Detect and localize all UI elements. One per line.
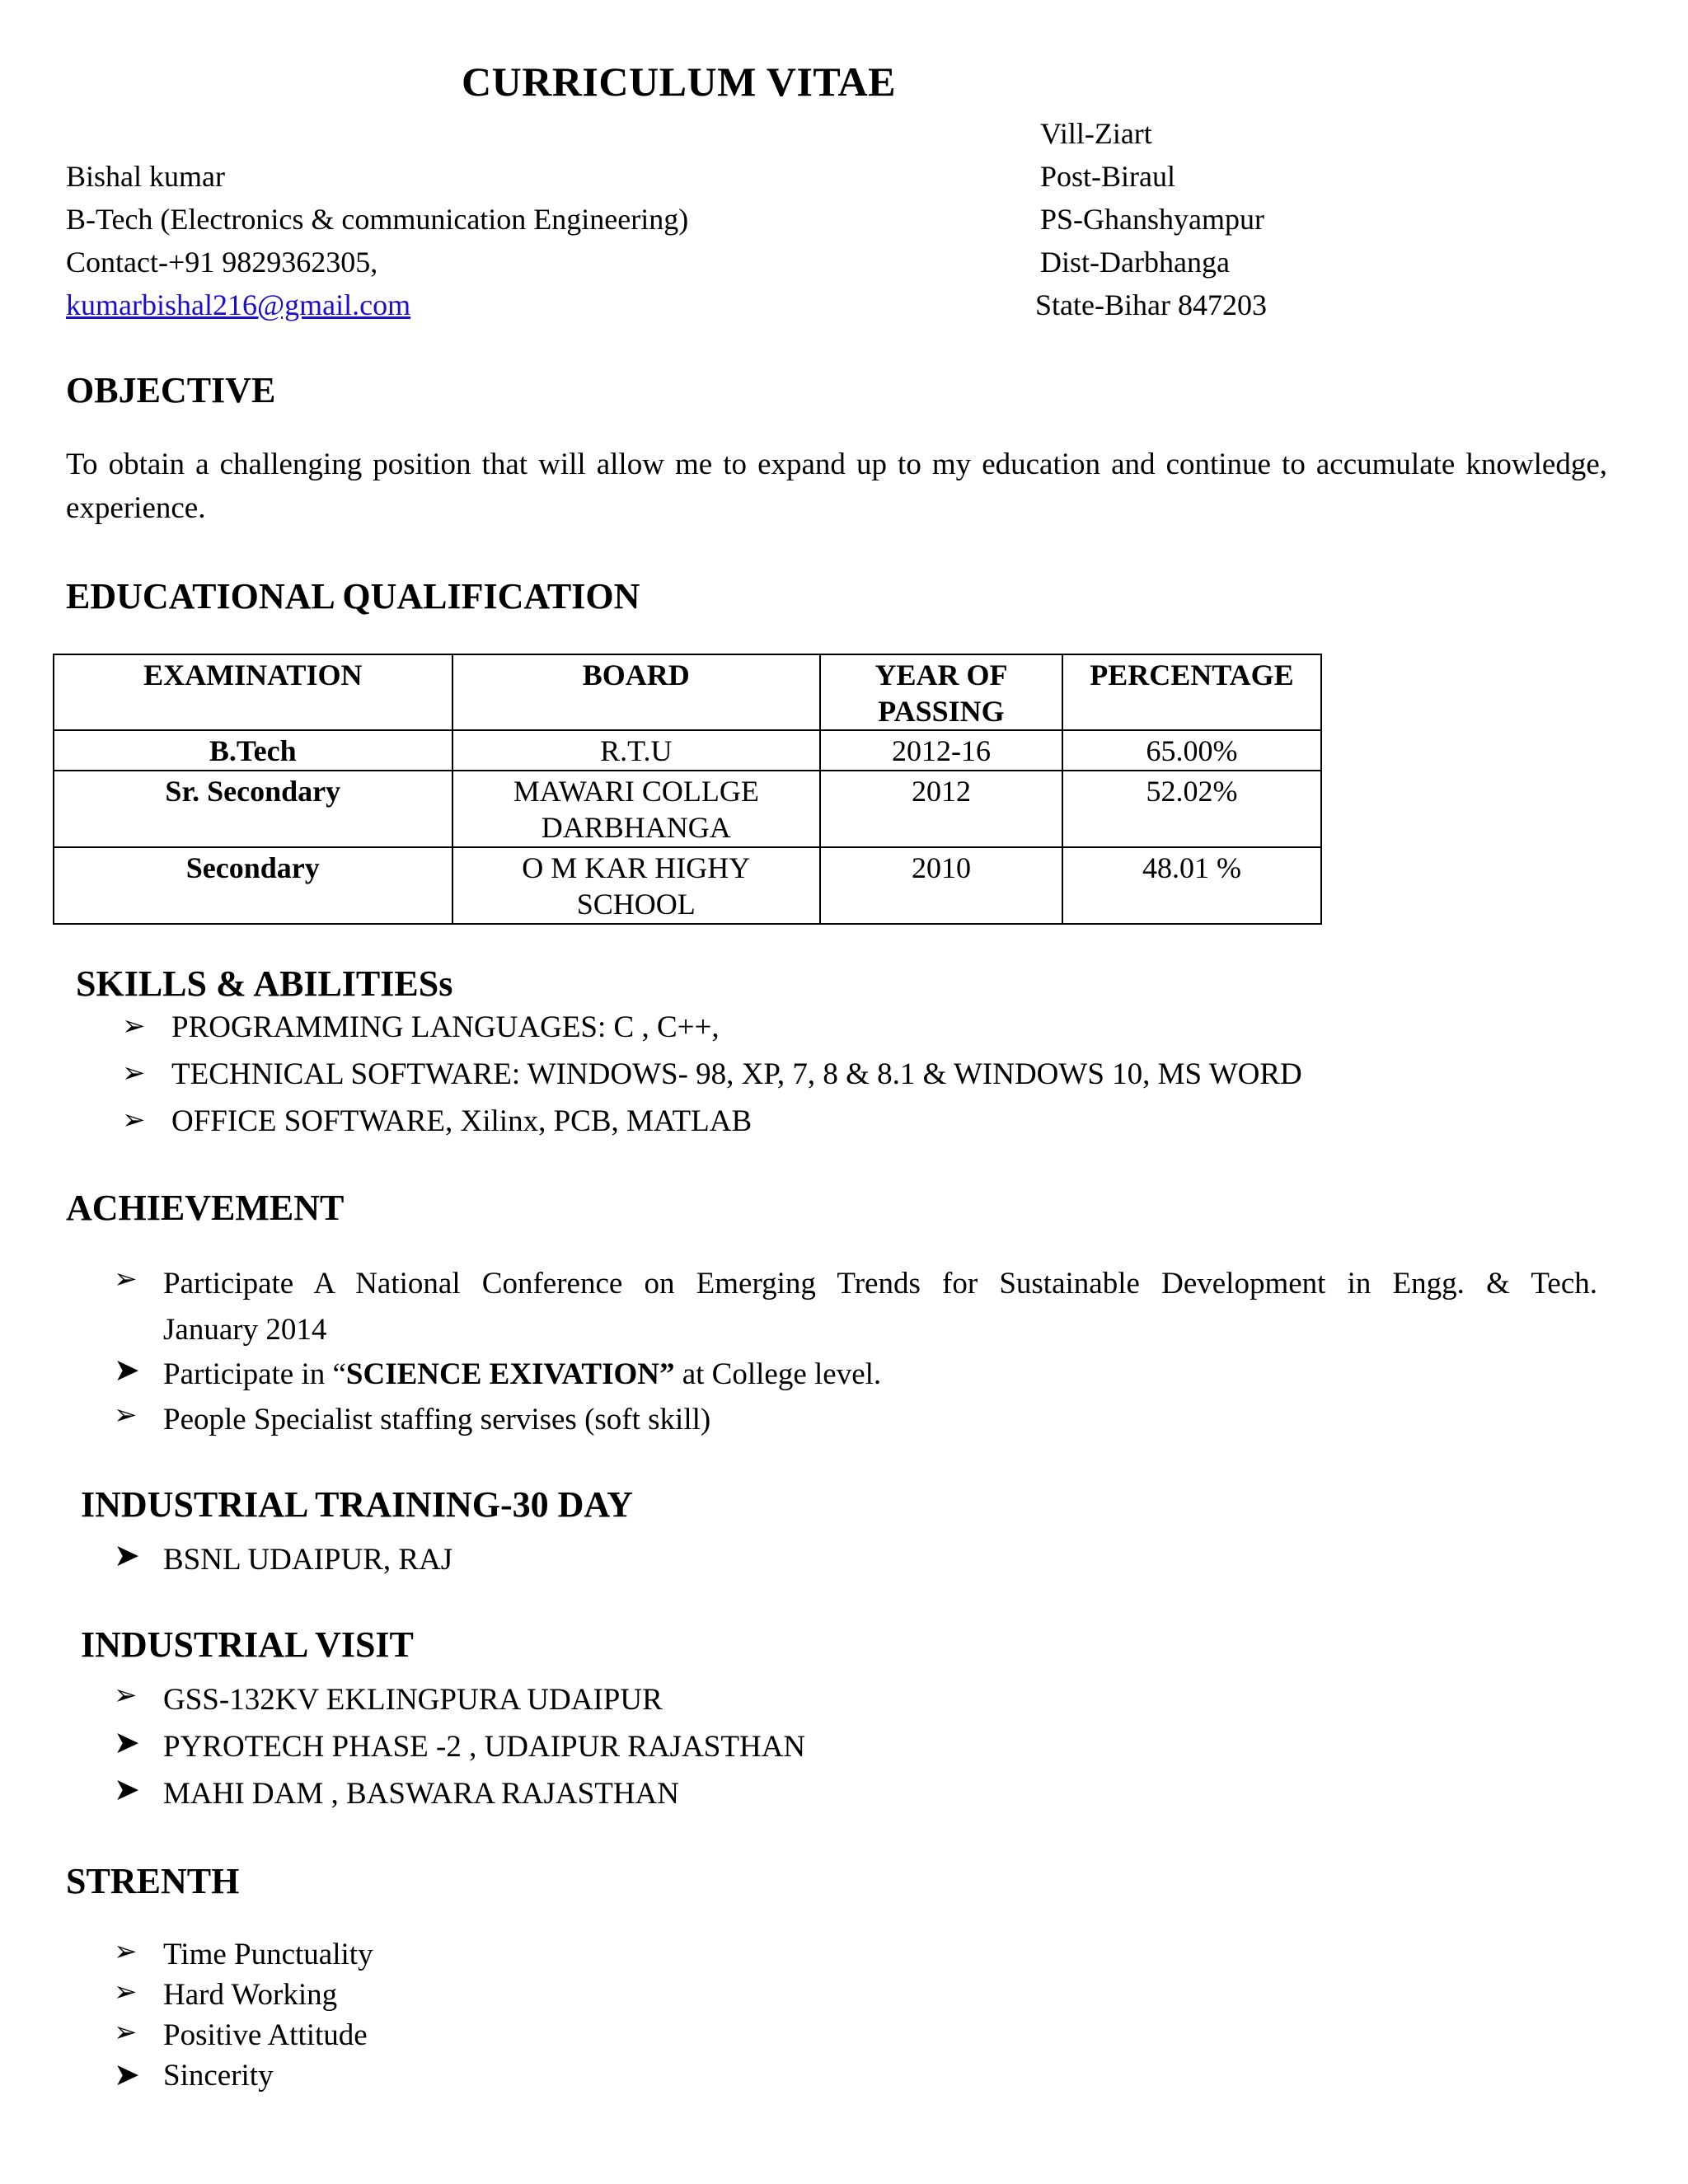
skills-heading: SKILLS & ABILITIESs	[76, 963, 453, 1004]
document-title: CURRICULUM VITAE	[462, 59, 897, 105]
arrow-bullet-icon: ➢	[114, 1400, 138, 1431]
event-name: SCIENCE EXIVATION”	[345, 1357, 675, 1391]
objective-heading: OBJECTIVE	[66, 370, 276, 410]
exam-cell: Sr. Secondary	[54, 771, 452, 847]
degree: B-Tech (Electronics & communication Engineering)	[66, 203, 689, 236]
address-line: Dist-Darbhanga	[1040, 246, 1230, 279]
table-row	[54, 730, 1321, 771]
email-link[interactable]: kumarbishal216@gmail.com	[66, 288, 411, 321]
skill-text: TECHNICAL SOFTWARE: WINDOWS- 98, XP, 7, 8 & 8.1 & WINDOWS 10, MS WORD	[171, 1057, 1302, 1091]
education-heading: EDUCATIONAL QUALIFICATION	[66, 576, 640, 616]
arrow-bullet-icon: ➤	[114, 1539, 140, 1573]
contact: Contact-+91 9829362305,	[66, 246, 378, 279]
training-heading: INDUSTRIAL TRAINING-30 DAY	[81, 1484, 633, 1525]
education-table	[53, 654, 1322, 925]
strength-item: Sincerity	[163, 2059, 274, 2093]
visit-item: MAHI DAM , BASWARA RAJASTHAN	[163, 1777, 679, 1811]
year-cell: 2010	[820, 847, 1062, 924]
arrow-bullet-icon: ➤	[114, 1353, 140, 1388]
skill-text: PROGRAMMING LANGUAGES: C , C++,	[171, 1010, 720, 1044]
achievement-text: Participate A National Conference on Emerging Trends for Sustainable Development in Engg. & Tech.	[163, 1267, 1597, 1301]
strength-heading: STRENTH	[66, 1861, 240, 1901]
list-item	[122, 1010, 1302, 1057]
address-line: State-Bihar 847203	[1035, 288, 1267, 321]
achievement-item: Participate in “SCIENCE EXIVATION” at College level.	[163, 1357, 882, 1391]
exam-cell: B.Tech	[54, 730, 452, 771]
visit-heading: INDUSTRIAL VISIT	[81, 1624, 414, 1665]
exam-cell: Secondary	[54, 847, 452, 924]
objective-text: To obtain a challenging position that will allow me to expand up to my education and continue to accumulate knowledge, experience.	[66, 448, 1607, 525]
address-line: Post-Biraul	[1040, 160, 1176, 193]
board-cell: MAWARI COLLGE DARBHANGA	[452, 771, 820, 847]
table-row	[54, 847, 1321, 924]
list-item	[122, 1057, 1302, 1104]
percentage-cell: 48.01 %	[1062, 847, 1321, 924]
column-header: YEAR OF PASSING	[820, 654, 1062, 730]
arrow-bullet-icon: ➢	[122, 1011, 146, 1042]
year-cell: 2012	[820, 771, 1062, 847]
visit-item: GSS-132KV EKLINGPURA UDAIPUR	[163, 1683, 663, 1717]
strength-item: Hard Working	[163, 1978, 338, 2012]
arrow-bullet-icon: ➤	[114, 1726, 140, 1760]
address-line: Vill-Ziart	[1040, 117, 1152, 150]
training-item: BSNL UDAIPUR, RAJ	[163, 1543, 453, 1577]
skill-text: OFFICE SOFTWARE, Xilinx, PCB, MATLAB	[171, 1104, 753, 1138]
arrow-bullet-icon: ➢	[122, 1105, 146, 1136]
strength-item: Time Punctuality	[163, 1938, 373, 1971]
arrow-bullet-icon: ➤	[114, 1773, 140, 1807]
board-cell: O M KAR HIGHY SCHOOL	[452, 847, 820, 924]
list-item	[122, 1104, 1302, 1151]
arrow-bullet-icon: ➢	[114, 1680, 138, 1711]
achievement-item: People Specialist staffing servises (soft skill)	[163, 1403, 711, 1436]
arrow-bullet-icon: ➢	[114, 1977, 138, 2008]
address-line: PS-Ghanshyampur	[1040, 203, 1264, 236]
table-row	[54, 771, 1321, 847]
arrow-bullet-icon: ➢	[114, 1264, 138, 1295]
skills-list	[122, 1010, 1302, 1151]
arrow-bullet-icon: ➢	[114, 2018, 138, 2048]
board-cell: R.T.U	[452, 730, 820, 771]
name: Bishal kumar	[66, 160, 225, 193]
column-header: EXAMINATION	[54, 654, 452, 730]
arrow-bullet-icon: ➢	[114, 1937, 138, 1967]
arrow-bullet-icon: ➢	[122, 1058, 146, 1089]
visit-item: PYROTECH PHASE -2 , UDAIPUR RAJASTHAN	[163, 1730, 806, 1764]
achievement-heading: ACHIEVEMENT	[66, 1188, 345, 1228]
year-cell: 2012-16	[820, 730, 1062, 771]
column-header: PERCENTAGE	[1062, 654, 1321, 730]
achievement-text-continued: January 2014	[163, 1313, 327, 1347]
strength-item: Positive Attitude	[163, 2018, 368, 2052]
column-header: BOARD	[452, 654, 820, 730]
percentage-cell: 52.02%	[1062, 771, 1321, 847]
table-header-row	[54, 654, 1321, 730]
percentage-cell: 65.00%	[1062, 730, 1321, 771]
arrow-bullet-icon: ➤	[114, 2058, 140, 2093]
